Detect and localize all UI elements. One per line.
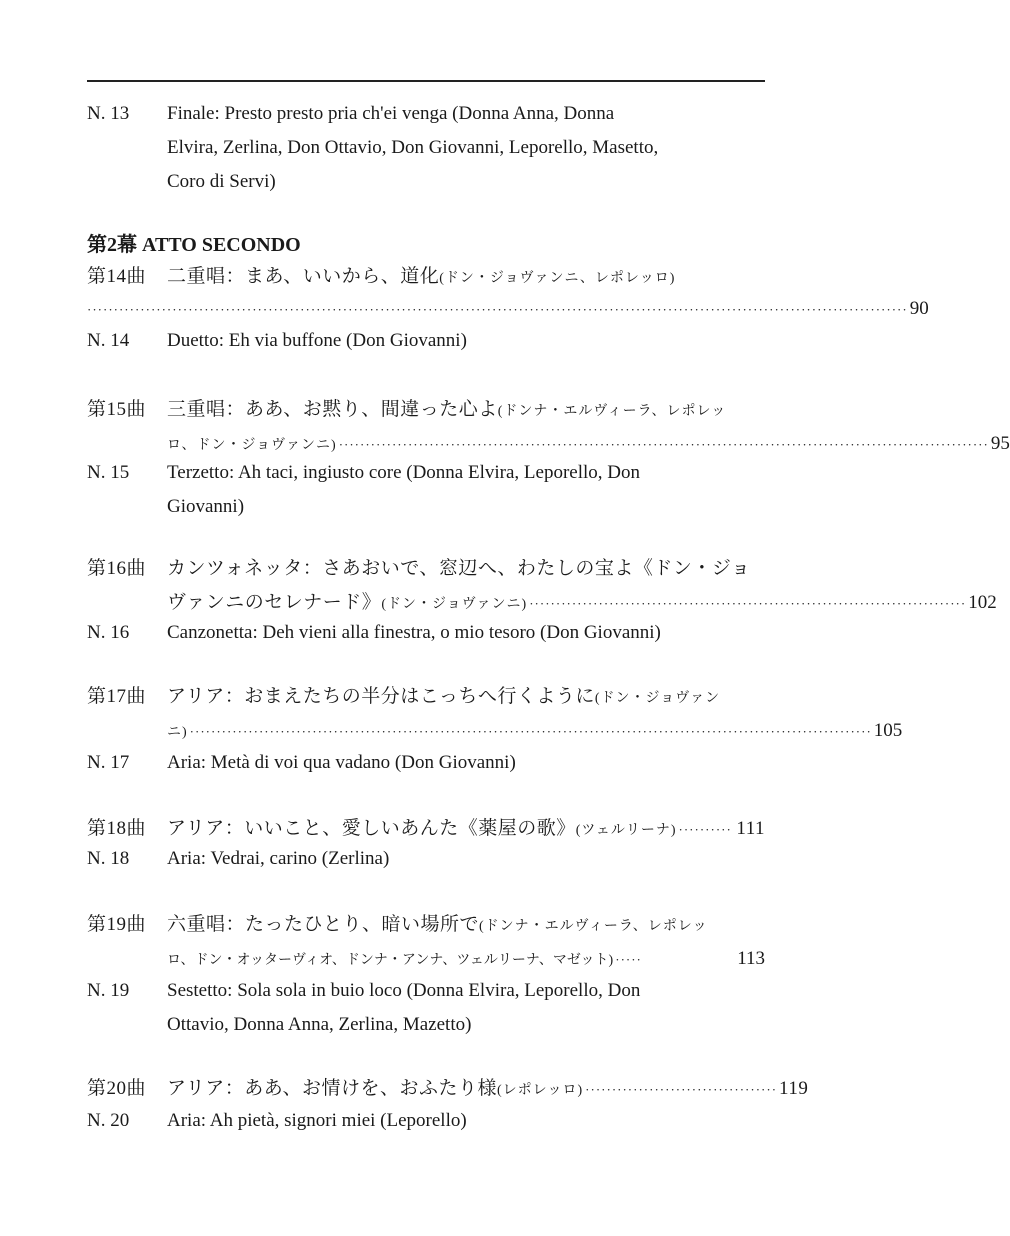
leader-dots: ····· [615,952,642,967]
entry-number: N. 19 [87,980,130,1001]
text-line: Elvira, Zerlina, Don Ottavio, Don Giovanni, Leporello, Masetto, [167,137,659,158]
top-rule [87,80,765,82]
page-number: 95 [990,433,1010,454]
jp-number: 第14曲 [87,266,147,287]
jp-text [167,812,765,846]
jp-title-line [167,260,765,294]
leader-dots: ·························································································································································· [87,302,908,317]
jp-text [167,908,765,976]
jp-title: 二重唱：まあ、いいから、道化 [167,266,440,287]
leader-line [167,586,997,620]
jp-number: 第18曲 [87,818,147,839]
jp-title: 三重唱：ああ、お黙り、間違った心よ [167,399,498,420]
text-line: Ottavio, Donna Anna, Zerlina, Mazetto) [167,1014,472,1035]
entry-14-leader [87,292,929,326]
jp-title-line [167,680,765,714]
leader-line [87,292,929,326]
entry-number: N. 13 [87,103,130,124]
entry-text: Canzonetta: Deh vieni alla finestra, o mio tesoro (Don Giovanni) [167,622,661,643]
jp-title: アリア：ああ、お情けを、おふたり様 [167,1078,497,1099]
page-number: 102 [968,592,997,613]
jp-cast: ロ、ドン・ジョヴァンニ) [167,438,337,453]
jp-title: 六重唱：たったひとり、暗い場所で [167,914,480,935]
jp-cast: ロ、ドン・オッターヴィオ、ドンナ・アンナ、ツェルリーナ、マゼット) [167,953,614,968]
leader-dots: ···································· [585,1082,778,1097]
jp-text [167,393,1010,461]
entry-number: N. 15 [87,462,130,483]
entry-number: N. 18 [87,848,130,869]
jp-cast: (ドン・ジョヴァン [594,691,721,706]
entry-text: Duetto: Eh via buffone (Don Giovanni) [167,330,467,351]
jp-title: ヴァンニのセレナード》 [167,592,382,613]
jp-text [167,552,997,620]
entry-text: Aria: Ah pietà, signori miei (Leporello) [167,1110,467,1131]
leader-line [167,812,765,846]
entry-number: N. 14 [87,330,130,351]
leader-dots: ·························································································································· [338,437,989,452]
entry-text: Aria: Metà di voi qua vadano (Don Giovanni) [167,752,516,773]
entry-text [167,456,765,524]
jp-number: 第20曲 [87,1078,147,1099]
entry-text [167,97,765,199]
page-number: 90 [909,298,929,319]
leader-line [167,942,765,976]
jp-number: 第16曲 [87,558,147,579]
page-number: 119 [779,1078,809,1099]
entry-text [167,974,765,1042]
jp-cast: (ツェルリーナ) [575,823,677,838]
jp-title: アリア：いいこと、愛しいあんた《薬屋の歌》 [167,818,576,839]
text-line: Sestetto: Sola sola in buio loco (Donna Elvira, Leporello, Don [167,980,641,1001]
leader-dots: ·················································································· [529,596,967,611]
jp-title: アリア：おまえたちの半分はこっちへ行くように [167,686,595,707]
jp-title-line [167,393,765,427]
text-line: Coro di Servi) [167,171,276,192]
leader-dots: ·········· [678,822,732,837]
jp-number: 第15曲 [87,399,147,420]
leader-line [167,1072,809,1106]
jp-title-line [167,908,765,942]
jp-cast: (ドンナ・エルヴィーラ、レポレッ [479,919,708,934]
entry-text: Aria: Vedrai, carino (Zerlina) [167,848,390,869]
jp-number: 第19曲 [87,914,147,935]
jp-text [167,1072,809,1106]
page-number: 105 [873,720,903,741]
jp-text [167,260,765,294]
leader-line [167,714,903,748]
leader-dots: ································································································································ [189,724,872,739]
text-line: Finale: Presto presto pria ch'ei venga (Donna Anna, Donna [167,103,615,124]
act-heading: 第2幕 ATTO SECONDO [87,234,301,256]
jp-cast: (ドン・ジョヴァンニ、レポレッロ) [439,271,676,286]
jp-cast: ニ) [167,725,188,740]
page-number: 111 [736,818,765,839]
text-line: Terzetto: Ah taci, ingiusto core (Donna Elvira, Leporello, Don [167,462,640,483]
jp-number: 第17曲 [87,686,147,707]
jp-text [167,680,903,748]
jp-cast: (レポレッロ) [496,1083,584,1098]
entry-number: N. 16 [87,622,130,643]
jp-cast: (ドンナ・エルヴィーラ、レポレッ [497,404,727,419]
entry-number: N. 17 [87,752,130,773]
page-number: 113 [737,948,765,969]
entry-number: N. 20 [87,1110,130,1131]
text-line: Giovanni) [167,496,245,517]
jp-title-line: カンツォネッタ：さあおいで、窓辺へ、わたしの宝よ《ドン・ジョ [167,558,751,579]
jp-cast: (ドン・ジョヴァンニ) [381,597,528,612]
